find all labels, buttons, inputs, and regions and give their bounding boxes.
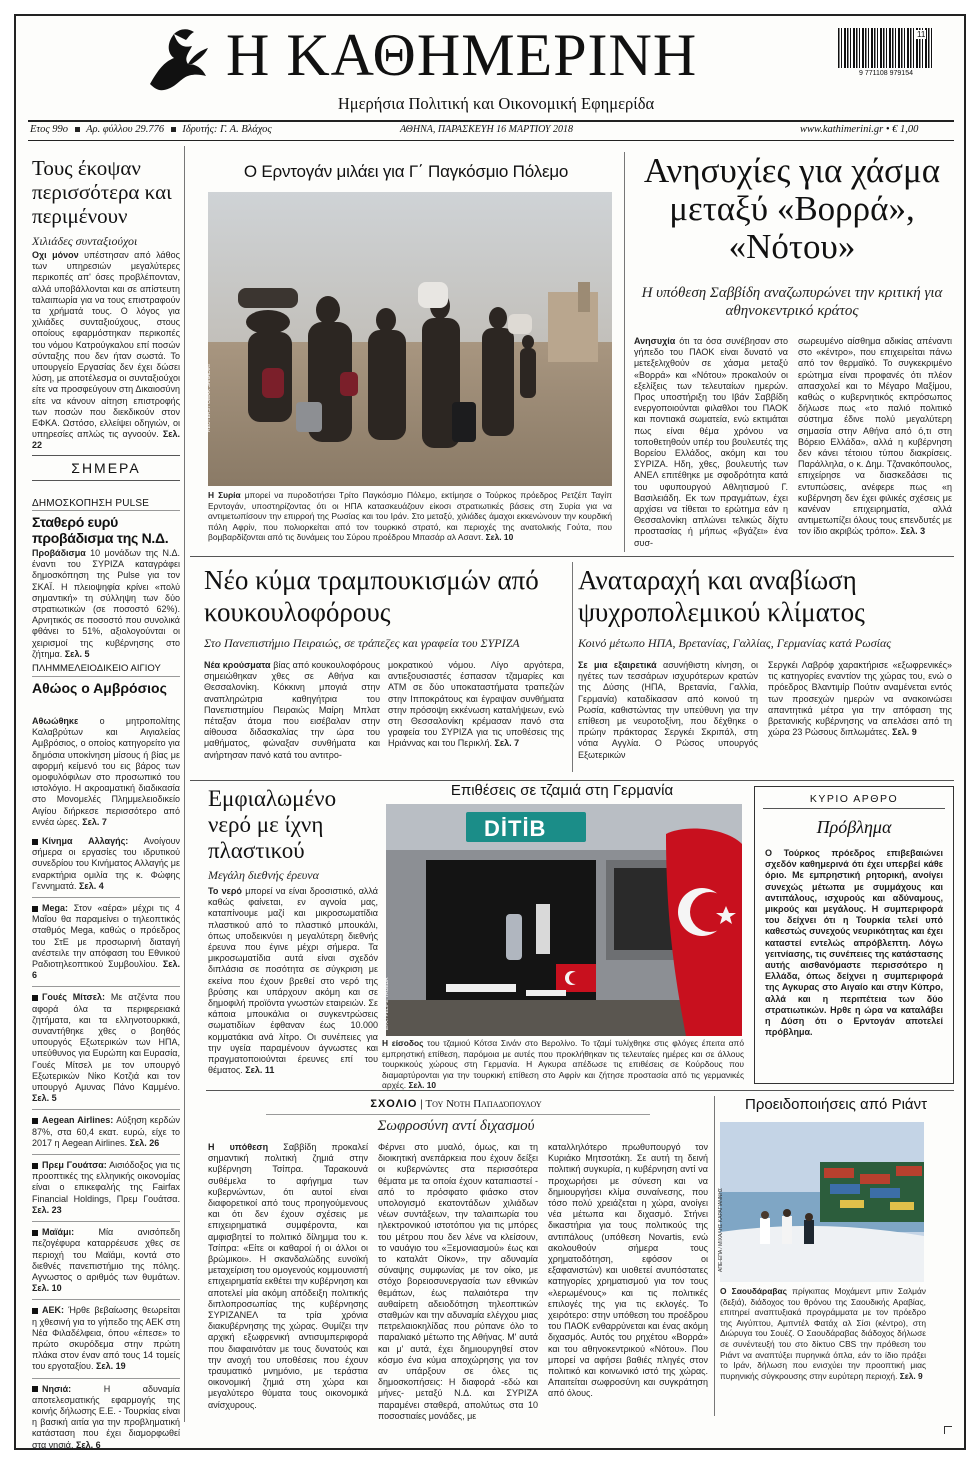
bullet-icon	[32, 839, 38, 845]
editorial-body: Ο Τούρκος πρόεδρος επιβεβαιώνει σχεδόν καθημερινά ότι έχει υπερβεί κάθε όριο. Με εμπρηστική ρητορική, ανοίγει συνεχώς μέτωπα με συμμάχους και αντιπάλους, ισχυρούς και αδύναμους, μικρούς και μεγάλους. Η συμπεριφορά του δείχνει ότι η Τουρκία τελεί υπό καθεστώς συνεχούς νευρικότητας και έχει καταστεί εντελώς απρόβλεπτη. Λόγω γειτνίασης, τις συνέπειες της κατάστασης αυτής αισθανόμαστε περισσότερο η Ελλάδα, όπως δείχνει η συμπεριφορά της Αγκυρας στο Αιγαίο και στην Κύπρο, αλλά και η περιπέτεια των δύο στρατιωτικών. Ηρθε η ώρα να καταλάβει η Δύση ότι ο Ερντογάν αποτελεί πρόβλημα.	[765, 848, 943, 1038]
masthead-title: Η ΚΑΘΗΜΕΡΙΝΗ	[226, 22, 698, 88]
commentary-col1: Η υπόθεση Σαββίδη προκαλεί σημαντική πολιτική ζημιά στην κυβέρνηση Τσίπρα. Ταρακουνά συθέμελα το αφήγημα των κυβερνώντων, ότι αυτοί είναι διαφορετικοί από τους προηγούμενους και ότι δεν έχουν σχέσεις με επιχειρηματικά συμφέροντα, και αμφισβητεί το πολιτικό δίλημμα του κ. Τσίπρα: «Είτε οι καθαροί ή οι άλλοι οι βρώμικοι». Η σκανδαλώδης ευνοϊκή μεταχείριση του ομογενούς κομμουνιστή επιχειρηματία εκθέτει την κυβέρνηση και αποτελεί μία ακόμη απόδειξη πολιτικής διπλοπροσωπίας της κυβέρνησης ΣΥΡΙΖΑΝΕΛ τα τρία χρόνια διακυβέρνησης της χώρας. Θυμίζει την αρχική εξωφρενική αντισυμπεριφορά που διαφαινόταν με τους δυνατούς και την ανοχή του υποθέσεις που έχουν τραυματικό μνημόνιο, με τεράστια οικονομική ζημιά στη χώρα και μεγαλύτερο θύματα τους οικονομικά ανίσχυρους.	[208, 1142, 369, 1410]
plastic-deck: Μεγάλη διεθνής έρευνα	[208, 868, 319, 882]
brief-divider	[32, 897, 180, 898]
poll-headline: Σταθερό ευρύ προβάδισμα της Ν.Δ.	[32, 514, 169, 546]
brief-item: Νησιά: Η αδυναμία αποτελεσματικής εφαρμογής της κοινής δήλωσης Ε.Ε. - Τουρκίας είναι η βασική αιτία για την προβληματική κατάσταση που έχει διαμορφωθεί στα νησιά. Σελ. 6	[32, 1383, 180, 1450]
ditib-sign-text: DİTİB	[484, 816, 547, 841]
brief-item: Aegean Airlines: Αύξηση κερδών 87%, στα 60,4 εκατ. ευρώ, είχε το 2017 η Aegean Airlines. Σελ. 26	[32, 1115, 180, 1148]
masthead-rule-bottom	[28, 140, 954, 141]
commentary-title: Σωφροσύνη αντί διχασμού	[377, 1118, 535, 1134]
masthead-rule-top	[28, 120, 954, 122]
website-link[interactable]: www.kathimerini.gr • € 1,00	[800, 124, 919, 135]
north-south-headline: Ανησυχίες για χάσμα μεταξύ «Βορρά», «Νότου»	[643, 151, 941, 266]
barcode-number: 9 771108 979154	[859, 70, 913, 77]
mid-divider-1	[572, 562, 573, 772]
photo-credit: REUTERS / OMAR SANADIKI	[206, 364, 212, 432]
riyadh-caption: Ο Σαουδάραβας πρίγκιπας Μοχάμεντ μπιν Σαλμάν (δεξιά), διάδοχος του θρόνου της Σαουδικής Αραβίας, επιτηρεί αναπτυξιακά προγράμματα με τον πρόεδρο της Αιγύπτου, Αμπντέλ Φατάχ αλ Σίσι (κέντρο), στη Διώρυγα του Σουέζ. Ο Σαουδάραβας διάδοχος δήλωσε σε συνέντευξή του στο δίκτυο CBS την πρόθεση του Ριάντ να αναπτύξει πυρηνικά όπλα, εάν το ίδιο πράξει το Ιράν, δήλωση που ενισχύει την προοπτική μιας πυρηνικής σύγκρουσης στην ευρύτερη περιοχή. Σελ. 9	[720, 1286, 926, 1381]
mosque-fire-photo	[386, 804, 742, 1036]
commentary-col2: Φέρνει στο μυαλό, όμως, και τη διοικητική ανεπάρκεια που έχουν δείξει οι κυβερνώντες στα περισσότερα θέματα με τα οποία έχουν καταπιαστεί - από το πρόσφατο φιάσκο στον υπολογισμό εκατοντάδων χιλιάδων νέων συντάξεων, την ταλαιπωρία του ηλεκτρονικού ιστοτόπου για τις μπόρες του μέτρου που δεν λένε να κλείσουν, το ναυάγιο του «Ξεμονιασμού» έως και το καταλάτ Οίκον», την αδυναμία σύναψης συμφωνίας με τον οίκο, με στόχο βορειοσυνεργασία των εθνικών θεμάτων, έως παλαιότερα την αυθαίρετη αδειοδότηση τηλεοπτικών σταθμών και την αδυναμία ελέγχου μιας πετρελαιοκηλίδας που ρύπανε όλο το παραλιακό μέτωπο της Αθήνας. Μ' αυτά και μ' αυτά, έχει δημιουργηθεί στον κόσμο ένα κύμα αποχώρησης για τον αν υπάρξουν σε όλες τις δημοσκοπήσεις: Η διαφορά -εδώ και μήνες- μεταξύ Ν.Δ. και ΣΥΡΙΖΑ παραμένει σταθερά, απολύτως στα 10 ποσοστιαίες μονάδες, με	[378, 1142, 538, 1421]
court-section-label: ΠΛΗΜΜΕΛΕΙΟΔΙΚΕΙΟ ΑΙΓΙΟΥ	[32, 663, 161, 674]
court-headline: Αθώος ο Αμβρόσιος	[32, 680, 167, 696]
riyadh-photo-credit: ΑΠΕ-ΕΠΑ / ΜΙΧΑΛΗΣ ΚΑΡΑΓΙΑΝΝΗΣ	[718, 1187, 724, 1272]
year-label: Ετος 99ο	[30, 124, 69, 135]
north-south-deck: Η υπόθεση Σαββίδη αναζωπυρώνει την κριτική για αθηνοκεντρικό κράτος	[641, 285, 943, 319]
bullet-icon	[32, 1386, 38, 1392]
suez-canal-photo	[720, 1122, 924, 1282]
brief-divider	[32, 986, 180, 987]
left-column-divider	[184, 146, 185, 1422]
cold-war-col2: Σεργκέι Λαβρόφ χαρακτήρισε «εξωφρενικές» τις κατηγορίες εναντίον της χώρας του, ενώ ο πρόεδρος Βλαντιμίρ Πούτιν αναμένεται εντός των προσεχών ημερών να ανακοινώσει απαντητικά μέτρα για την απόφαση της βρετανικής κυβέρνησης να απελάσει από τη χώρα 23 Ρώσους διπλωμάτες. Σελ. 9	[768, 660, 952, 738]
today-label: ΣΗΜΕΡΑ	[71, 460, 141, 476]
price-label: € 1,00	[892, 124, 919, 135]
cold-war-deck: Κοινό μέτωπο ΗΠΑ, Βρετανίας, Γαλλίας, Γερμανίας κατά Ρωσίας	[578, 636, 892, 650]
mosques-headline: Επιθέσεις σε τζαμιά στη Γερμανία	[450, 782, 674, 799]
mid-rule-1	[190, 556, 954, 557]
court-rule	[32, 676, 180, 677]
north-south-col2: σωρευμένο αίσθημα αδικίας απέναντι στο «κέντρο», που επιχειρείται πάνω από τον θερμαϊκό. Το συγκεκριμένο ερώτημα είναι προφανές ότι πλέον απασχολεί και το Μέγαρο Μαξίμου, καθώς ο κυβερνητικός εκπρόσωπος δήλωσε πως «το παλιό πολιτικό σύστημα έδινε πολύ μεγαλύτερη σημασία στην Αθήνα από ό,τι στη Βόρειο Ελλάδα», αλλά η κυβέρνηση δεν κάνει τέτοιου τύπου διακρίσεις. Παράλληλα, ο κ. Δημ. Τζανακόπουλος, επιχείρησε να διασκεδάσει τις εντυπώσεις, ανέφερε πως «η κυβέρνηση δεν έχει φιλικές σχέσεις με κανέναν επιχειρηματία, αλλά αντιμετωπίζει όλους τους επενδυτές με τον ίδιο ακριβώς τρόπο». Σελ. 3	[798, 336, 952, 537]
north-south-col1: Ανησυχία ότι τα όσα συνέβησαν στο γήπεδο του ΠΑΟΚ είναι δυνατό να μετεξελιχθούν σε χάσμα μεταξύ «Βορρά» και «Νότου» προκαλούν οι εξελίξεις των τελευταίων ημερών. Προς υποστήριξη του Ιβάν Σαββίδη ενεργοποιούνται φιλαθλοι του ΠΑΟΚ και ποντιακά σωματεία, ενώ εκτιμάται πως είναι θέμα χρόνου να τοποθετηθούν υπέρ του βουλευτές της Βορείου Ελλάδος, ακόμη και του ΣΥΡΙΖΑ. Ηδη, χθες, βουλευτής των ΑΝΕΛ επιτέθηκε με σφοδρότητα κατά του υφυπουργού Αθλητισμού Γ. Βασιλειάδη. Εκ των πραγμάτων, έχει αρχίσει να τίθεται το ερώτημα εάν η Θεσσαλονίκη απλώνει τελικώς δίχτυ προστασίας ή μήπως «βγάζει» ένα συσ-	[634, 336, 788, 548]
commentary-header: ΣΧΟΛΙΟ | Του Νότη Παπαδόπουλου	[370, 1098, 542, 1110]
poll-body: Προβάδισμα 10 μονάδων της Ν.Δ. έναντι του ΣΥΡΙΖΑ καταγράφει δημοσκόπηση της Pulse για τον ΣΚΑΪ. Η πλειοψηφία κρίνει «πολύ σημαντική» τη σύλληψη των δύο στρατιωτικών (σε ποσοστό 62%). Αρνητικός σε ποσοστό που συνολικά φθάνει το 51%, αξιολογούνται οι χειρισμοί της κυβέρνησης στο ζήτημα. Σελ. 5	[32, 548, 180, 659]
left-lead-body: Οχι μόνον υπέστησαν από λάθος των υπηρεσιών μεγαλύτερες περικοπές απ' όσες προβλέπονταν, αλλά υποβάλλονται και σε απίστευτη ταλαιπωρία για να τους επιστραφούν τα χρήματά τους. Ο λόγος για χιλιάδες συνταξιούχους, στους οποίους εφαρμόστηκαν περικοπές του νόμου Κατρούγκαλου επί ποσών σύνταξης που δεν ήταν σωστά. Το υπουργείο Εργασίας δεν έχει δώσει λύση, με αποτέλεσμα οι συνταξιούχοι είτε να προσφεύγουν στη Δικαιοσύνη είτε να κάνουν αίτηση επιστροφής των ποσών που διεκδικούν στον ΕΦΚΑ. Ωστόσο, ελλείψει οδηγιών, οι υπηρεσίες απλώς τις αγνοούν. Σελ. 22	[32, 250, 180, 451]
brief-item: Μαϊάμι: Μία ανισόπεδη πεζογέφυρα καταρρέευσε χθες σε περιοχή του Μαϊάμι, κοντά στο διεθνές πανεπιστήμιο της πόλης. Αγνωστος ο αριθμός των θυμάτων. Σελ. 10	[32, 1227, 180, 1294]
hooded-col1: Νέα κρούσματα βίας από κουκουλοφόρους σημειώθηκαν χθες σε Αθήνα και Θεσσαλονίκη. Κόκκινη μπογιά στην αναπληρώτρια καθηγήτρια του Πανεπιστημίου Πειραιώς Μαίρη Μπλατ πέταξαν άτομα που εισέβαλαν στην αίθουσα διδασκαλίας την ώρα του μαθήματος, φώναξαν συνθήματα και ανήρτησαν πανό κατά του αντιτρο-	[204, 660, 380, 760]
cold-war-col1: Σε μια εξαιρετικά ασυνήθιστη κίνηση, οι ηγέτες των τεσσάρων ισχυρότερων κρατών της Δύσης (ΗΠΑ, Βρετανία, Γαλλία, Γερμανία) καταδίκασαν από κοινού τη Ρωσία, καθιστώντας την υπεύθυνη για την επίθεση με νευροτοξίνη, που δέχθηκε ο πρώην πράκτορας Σεργκέι Σκριπάλ, στη νότια Αγγλία. Ο Ρώσος υπουργός Εξωτερικών	[578, 660, 758, 760]
hooded-deck: Στο Πανεπιστήμιο Πειραιώς, σε τράπεζες και γραφεία του ΣΥΡΙΖΑ	[204, 636, 520, 650]
brief-item: Mega: Στον «αέρα» μέχρι τις 4 Μαΐου θα παραμείνει ο τηλεοπτικός σταθμός Mega, καθώς ο πρόεδρος του ΣτΕ με προσωρινή διαταγή ανέστειλε την απόφαση του Εθνικού Ραδιοτηλεοπτικού Συμβουλίου. Σελ. 6	[32, 903, 180, 981]
cold-war-headline: Αναταραχή και αναβίωση ψυχροπολεμικού κλίματος	[578, 565, 865, 627]
barcode-top-digits: 11	[917, 30, 926, 39]
commentary-col3: καταλληλότερο πρωθυπουργό τον Κυριάκο Μητσοτάκη. Σε αυτή τη δεινή πολιτική συγκυρία, η κυβέρνηση αντί να προχωρήσει με σύνεση και να δημιουργήσει κλίμα συναίνεσης, που τόσο πολύ χρειάζεται η χώρα, ανοίγει νέα μέτωπα και διχασμό. Στήνει δικαστήρια για τους πολιτικούς της αντιπάλους (υπόθεση Novartis, ενώ ακολουθούν σήμερα τους χρηματοδότηση, εφόσον οι εξαφανιστών) και υιοθετεί ανυπόστατες κατηγορίες χρηματισμού για τον τους «λερωμένους» και τις πολιτικές επιλογές της για τις εκλογές. Το χειρότερο: στην υπόθεση του προέδρου του ΠΑΟΚ ενθαρρύνεται και ένας ακόμη διχασμός. Αυτός του ρηχέτου «Βορρά» και του αθηνοκεντρικού «Νότου». Που μπορεί να αφήσει βαθιές πληγές στον πολιτικό και κοινωνικό ιστό της χώρας. Απαιτείται σωφροσύνη και συγκράτηση από όλους.	[548, 1142, 708, 1399]
plastic-headline: Εμφιαλωμένο νερό με ίχνη πλαστικού	[208, 786, 337, 863]
hooded-col2: μοκρατικού νόμου. Λίγο αργότερα, αντιεξουσιαστές έσπασαν τζαμαρίες και ATM σε δύο υποκαταστήματα τραπεζών στην Ιπποκράτους και έγραψαν συνθήματα στην πρόσοψη εκκένωση καταλήψεων, ενώ στη Θεσσαλονίκη κρέμασαν πανό στα γραφεία του ΣΥΡΙΖΑ για τις υποθέσεις της Ηριάννας και του Περικλή. Σελ. 7	[388, 660, 564, 749]
bullet-icon	[32, 1118, 38, 1124]
brief-divider	[32, 1378, 180, 1379]
plastic-body: Το νερό μπορεί να είναι δροσιστικό, αλλά καθώς φαίνεται, εν αγνοία μας, καταπίνουμε μαζί και μικροσωματίδια πλαστικού από το πλαστικό μπουκάλι, όπως υποδεικνύει η μεγαλύτερη διεθνής έρευνα που έγινε μέχρι σήμερα. Τα μικροσωματίδια αυτά είναι σχεδόν διπλάσια σε ποσότητα σε σύγκριση με εκείνα που έχουν βρεθεί στο νερό της βρύσης και υπάρχουν ακόμη και σε δημοφιλή προϊόντα γνωστών εταιρειών. Σε κάποια μπουκάλια οι συγκεντρώσεις σωματιδίων έφθαναν έως 10.000 κομματάκια ανά λίτρο. Οι συνέπειες για την υγεία παραμένουν άγνωστες και πραγματοποιούνται έρευνες επί του θέματος. Σελ. 11	[208, 886, 379, 1076]
brief-item: ΑΕΚ: Ήρθε βεβαίωσης θεωρείται η χθεσινή για το γήπεδο της ΑΕΚ στη Νέα Φιλαδέλφεια, όπου «έπεσε» το πρώτο σκυρόδεμα στην πρώτη πλάκα στον έναν από τους 14 τομείς του εργοταξίου. Σελ. 19	[32, 1305, 180, 1372]
mosques-caption: Η είσοδος του τζαμιού Κότσα Σινάν στο Βερολίνο. Το τζαμί τυλίχθηκε στις φλόγες έπειτα από εμπρηστική επίθεση, παρόμοια με αυτές που προκλήθηκαν τις τελευταίες ημέρες και σε άλλους τουρκικούς χώρους στη Γερμανία. Η Αγκυρα απέδωσε τις επιθέσεις σε Κούρδους που διαμαρτύρονται για την τουρκική επίθεση στο Αφρίν και ζήτησε προστασία από τις γερμανικές αρχές. Σελ. 10	[382, 1038, 744, 1091]
dateline-date: ΑΘΗΝΑ, ΠΑΡΑΣΚΕΥΗ 16 ΜΑΡΤΙΟΥ 2018	[400, 124, 573, 135]
brief-divider	[32, 1221, 180, 1222]
bullet-icon	[32, 1163, 38, 1169]
bullet-icon	[32, 906, 38, 912]
left-lead-headline: Τους έκοψαν περισσότερα και περιμένουν	[32, 156, 172, 228]
founder-label: Ιδρυτής: Γ. Α. Βλάχος	[182, 124, 272, 135]
brief-divider	[32, 1109, 180, 1110]
brief-divider	[32, 1299, 180, 1300]
editorial-box	[754, 786, 954, 1084]
editorial-label: ΚΥΡΙΟ ΑΡΘΡΟ	[763, 793, 945, 809]
commentary-rule	[266, 1114, 650, 1115]
mid-rule-2	[190, 780, 954, 781]
syria-refugees-photo	[208, 192, 612, 486]
griffin-logo-icon	[144, 24, 210, 96]
left-lead-deck: Χιλιάδες συνταξιούχοι	[32, 234, 138, 248]
top-center-divider	[624, 152, 625, 552]
commentary-label: ΣΧΟΛΙΟ	[370, 1098, 418, 1110]
dateline-bar	[30, 124, 954, 138]
briefs-list	[32, 836, 180, 1450]
crop-mark	[944, 1426, 952, 1434]
erdogan-headline: Ο Ερντογάν μιλάει για Γ΄ Παγκόσμιο Πόλεμο	[243, 162, 569, 181]
bottom-right-divider	[714, 1096, 715, 1416]
brief-item: Πρεμ Γουάτσα: Αισιόδοξος για τις προοπτικές της ελληνικής οικονομίας είναι ο επικεφαλής της Fairfax Financial Holdings, Πρεμ Γουάτσα. Σελ. 23	[32, 1160, 180, 1215]
riyadh-headline: Προειδοποιήσεις από Ριάντ	[745, 1096, 927, 1113]
editorial-title: Πρόβλημα	[816, 817, 892, 837]
brief-divider	[32, 1154, 180, 1155]
hooded-headline: Νέο κύμα τραμπουκισμών από κουκουλοφόρους	[204, 565, 539, 627]
today-rule-bottom	[32, 480, 180, 481]
brief-item: Γουές Μίτσελ: Με ατζέντα που αφορά όλα τα περιφερειακά ζητήματα, και τα ελληνοτουρκικά, συναντήθηκε χθες ο βοηθός υπουργός Εξωτερικών των ΗΠΑ, υπεύθυνος για Ευρώπη και Ευρασία, Γουές Μίτσελ με τον υπουργό Εξωτερικών Νίκο Κοτζιά και τον υπουργό Αμυνας Πάνο Καμμένο. Σελ. 5	[32, 992, 180, 1104]
today-rule-top	[32, 455, 180, 456]
bullet-icon	[32, 995, 38, 1001]
bottom-rule	[206, 1090, 954, 1091]
bullet-icon	[32, 1230, 38, 1236]
poll-rule	[32, 510, 180, 511]
masthead-subtitle: Ημερήσια Πολιτική και Οικονομική Εφημερίδα	[337, 94, 655, 113]
poll-section-label: ΔΗΜΟΣΚΟΠΗΣΗ PULSE	[32, 498, 150, 509]
erdogan-caption: Η Συρία μπορεί να πυροδοτήσει Τρίτο Παγκόσμιο Πόλεμο, εκτίμησε ο Τούρκος πρόεδρος Ρετζέπ Ταγίπ Ερντογάν, υποστηρίζοντας ότι οι ΗΠΑ κατασκευάζουν είκοσι στρατιωτικές βάσεις στη Συρία για να αντιμετωπίσουν την επιρροή της Ρωσίας και του Ιράν. Στο μεταξύ, χιλιάδες άμαχοι εκκενώνουν την κουρδική πόλη Αφρίν, που πολιορκείται από τον τουρκικό στρατό, και περιοχές της ανατολικής Γούτα, που βομβαρδίζονται από τις δυνάμεις του Σύρου προέδρου Μπασάρ αλ Ασαντ. Σελ. 10	[208, 490, 612, 543]
brief-item: Κίνημα Αλλαγής: Ανοίγουν σήμερα οι εργασίες του ιδρυτικού συνεδρίου του Κινήματος Αλλαγής με εναρκτήρια ομιλία της κ. Φώφης Γεννηματά. Σελ. 4	[32, 836, 180, 891]
bullet-icon	[32, 1308, 38, 1314]
commentary-author: Του Νότη Παπαδόπουλου	[425, 1098, 542, 1110]
issue-label: Αρ. φύλλου 29.776	[86, 124, 165, 135]
court-body: Αθωώθηκε ο μητροπολίτης Καλαβρύτων και Αιγιαλείας Αμβρόσιος, ο οποίος κατηγορείτο για δημόσια υποκίνηση μίσους ή βίας με αφορμή κείμενό του εις βάρος των ομοφυλόφιλων στο προσωπικό του ιστολόγιο. Η ακροαματική διαδικασία στο Μονομελές Πλημμελειοδικείο Αιγίου διήρκεσε περισσότερο από εννέα ώρες. Σελ. 7	[32, 716, 180, 827]
mosque-photo-credit: EPA / FELIPE TRUEBA	[384, 977, 390, 1030]
newspaper-front-page	[14, 14, 966, 1450]
